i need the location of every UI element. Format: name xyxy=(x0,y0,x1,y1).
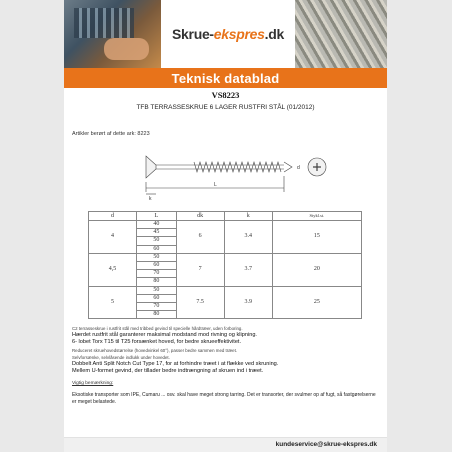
cell-l: 80 xyxy=(137,278,177,286)
notes-text: Eksotiske transporter som IPE, Cumaru ... osv. skal have meget strong tarring. Det er transorter, der svulmer op af fugt, så fastgørelserne er meget belastede. xyxy=(72,392,376,405)
head-height-label: k xyxy=(149,196,152,202)
description-line: Hærdet rustfrit stål garanterer maksimal modstand mod rivning og klipning. xyxy=(72,332,257,339)
table-header-row xyxy=(89,212,362,221)
length-label: L xyxy=(214,182,217,188)
spec-table xyxy=(88,211,362,319)
cell-l: 60 xyxy=(137,262,177,270)
cell-d: 4,5 xyxy=(89,253,137,286)
col-l: L xyxy=(137,212,177,221)
cell-l: 50 xyxy=(137,286,177,294)
cell-d: 5 xyxy=(89,286,137,319)
description-line: Reduceret skruehovedstørrelse (hovedvinkel 60°), passer bedre sammen med træet. xyxy=(72,347,238,353)
table-row xyxy=(89,286,362,294)
table-row xyxy=(89,221,362,229)
cell-qty: 15 xyxy=(272,221,361,254)
articles-note: Artikler berørt af dette ark: 8223 xyxy=(72,131,150,137)
footer-email-link[interactable]: kundeservice@skrue-ekspres.dk xyxy=(275,441,377,448)
screws-photo xyxy=(295,0,387,68)
cell-dk: 6 xyxy=(176,221,224,254)
logo-text: Skrue-ekspres.dk xyxy=(172,26,284,42)
description-intro: C2 terrasseskrue i rustfrit stål med tribbed gevind til specielle hårdtræer, uden forboring. xyxy=(72,326,243,331)
table-row xyxy=(89,253,362,261)
cell-l: 70 xyxy=(137,303,177,311)
col-k: k xyxy=(224,212,272,221)
cell-l: 50 xyxy=(137,253,177,261)
cell-k: 3.4 xyxy=(224,221,272,254)
notes-title: Vigtig bemærkning: xyxy=(72,381,114,386)
footer xyxy=(64,437,387,452)
cell-dk: 7.5 xyxy=(176,286,224,319)
cell-k: 3.9 xyxy=(224,286,272,319)
col-d: d xyxy=(89,212,137,221)
cell-qty: 20 xyxy=(272,253,361,286)
product-code: VS8223 xyxy=(211,90,240,100)
header-banner xyxy=(64,0,387,68)
cell-dk: 7 xyxy=(176,253,224,286)
description-line: Dobbelt Anti Split Notch Cut Type 17, for at forhindre træet i at flække ved skruning. xyxy=(72,361,279,368)
cell-k: 3.7 xyxy=(224,253,272,286)
title-bar xyxy=(64,68,387,88)
description-line: Mellem U-formet gevind, der tillader bedre indtrængning af skruen ind i træet. xyxy=(72,368,264,375)
col-dk: dk xyxy=(176,212,224,221)
col-qty: Stykl.st. xyxy=(272,212,361,221)
cell-l: 40 xyxy=(137,221,177,229)
description-line: 6- lobet Torx T15 til T25 forsænket hoved, for bedre skrueeffektivitet. xyxy=(72,339,242,346)
diameter-label: d xyxy=(297,165,300,171)
datasheet-page xyxy=(64,0,387,452)
cell-l: 60 xyxy=(137,245,177,253)
description-line: Selvforsænke, selvlåsende indlukk under hovedet. xyxy=(72,354,170,360)
tools-photo xyxy=(64,0,161,68)
datasheet-title: Teknisk datablad xyxy=(171,70,280,86)
cell-d: 4 xyxy=(89,221,137,254)
logo[interactable] xyxy=(161,0,295,68)
cell-l: 60 xyxy=(137,294,177,302)
cell-l: 70 xyxy=(137,270,177,278)
cell-l: 80 xyxy=(137,311,177,319)
cell-l: 50 xyxy=(137,237,177,245)
screw-drawing xyxy=(134,148,334,208)
product-title: TFB TERRASSESKRUE 6 LAGER RUSTFRI STÅL (01/2012) xyxy=(136,104,315,111)
cell-l: 45 xyxy=(137,229,177,237)
description xyxy=(72,325,382,375)
cell-qty: 25 xyxy=(272,286,361,319)
